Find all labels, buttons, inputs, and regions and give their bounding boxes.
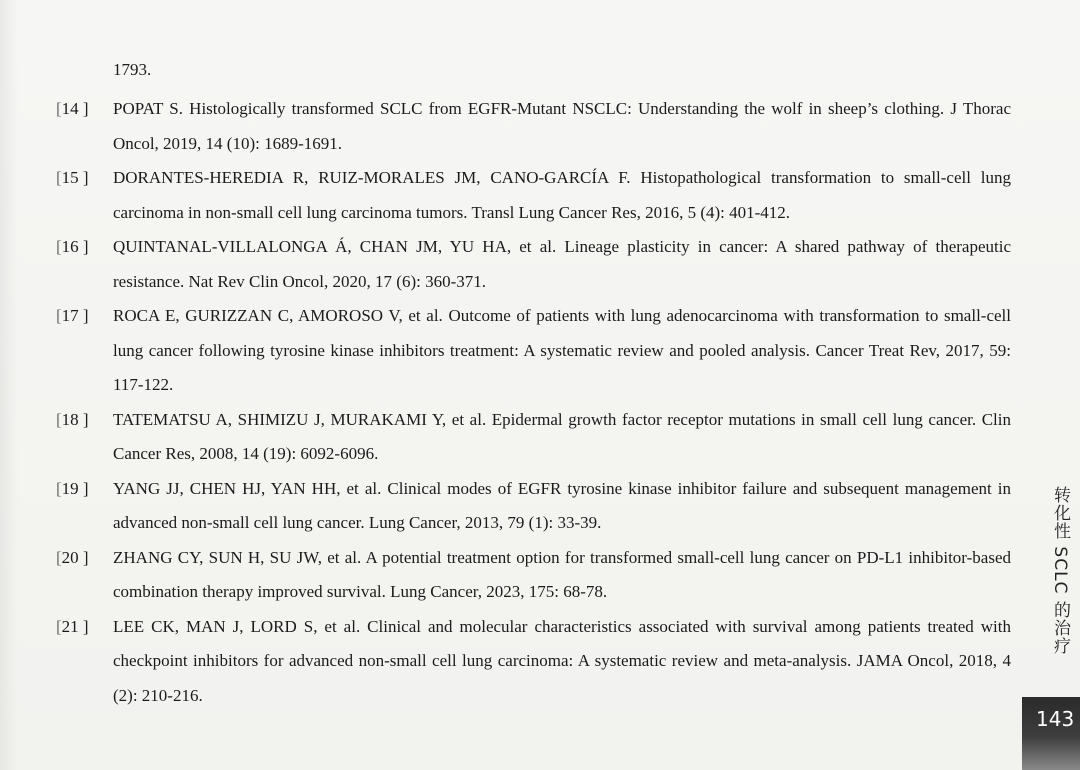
reference-list: [56, 92, 1011, 713]
reference-number: [17 ]: [56, 306, 89, 325]
reference-text: ZHANG CY, SUN H, SU JW, et al. A potential treatment option for transformed small-cell lung cancer on PD-L1 inhibitor-based combination therapy improved survival. Lung Cancer, 2023, 175: 68-78.: [113, 547, 1011, 601]
reference-text: TATEMATSU A, SHIMIZU J, MURAKAMI Y, et al. Epidermal growth factor receptor mutations in small cell lung cancer. Clin Cancer Res, 2008, 14 (19): 6092-6096.: [113, 409, 1011, 463]
reference-continuation-text: 1793.: [113, 60, 152, 79]
reference-item: [56, 161, 1011, 230]
reference-number: [20 ]: [56, 547, 89, 567]
reference-number: [21 ]: [56, 616, 89, 636]
reference-number: [15 ]: [56, 168, 89, 187]
reference-number: [19 ]: [56, 478, 89, 498]
reference-text: YANG JJ, CHEN HJ, YAN HH, et al. Clinical modes of EGFR tyrosine kinase inhibitor failure and subsequent management in advanced non-small cell lung cancer. Lung Cancer, 2013, 79 (1): 33-39.: [113, 478, 1011, 532]
reference-item: [56, 472, 1011, 541]
reference-number: [16 ]: [56, 237, 89, 256]
reference-item: [56, 230, 1011, 299]
reference-text: QUINTANAL-VILLALONGA Á, CHAN JM, YU HA, et al. Lineage plasticity in cancer: A shared pathway of therapeutic resistance. Nat Rev Clin Oncol, 2020, 17 (6): 360-371.: [113, 237, 1011, 291]
reference-text: LEE CK, MAN J, LORD S, et al. Clinical and molecular characteristics associated with survival among patients treated with checkpoint inhibitors for advanced non-small cell lung carcinoma: A systematic review and meta-analysis. JAMA Oncol, 2018, 4 (2): 210-216.: [113, 616, 1011, 705]
reference-text: ROCA E, GURIZZAN C, AMOROSO V, et al. Outcome of patients with lung adenocarcinoma with transformation to small-cell lung cancer following tyrosine kinase inhibitors treatment: A systematic review and pooled analysis. Cancer Treat Rev, 2017, 59: 117-122.: [113, 306, 1011, 394]
reference-item: [56, 92, 1011, 161]
reference-number: [14 ]: [56, 99, 89, 118]
reference-number: [18 ]: [56, 409, 89, 429]
page-number: 143: [1036, 707, 1075, 731]
page-edge-shadow: [0, 0, 18, 770]
reference-item: [56, 610, 1011, 714]
reference-text: POPAT S. Histologically transformed SCLC from EGFR-Mutant NSCLC: Understanding the wolf in sheep’s clothing. J Thorac Oncol, 2019, 14 (10): 1689-1691.: [113, 99, 1011, 153]
chapter-side-title: 转化性 SCLC 的治疗: [1050, 486, 1070, 655]
reference-text: DORANTES-HEREDIA R, RUIZ-MORALES JM, CANO-GARCÍA F. Histopathological transformation to small-cell lung carcinoma in non-small cell lung carcinoma tumors. Transl Lung Cancer Res, 2016, 5 (4): 401-412.: [113, 168, 1011, 222]
reference-item: [56, 541, 1011, 610]
reference-item: [56, 403, 1011, 472]
reference-item: [56, 299, 1011, 403]
